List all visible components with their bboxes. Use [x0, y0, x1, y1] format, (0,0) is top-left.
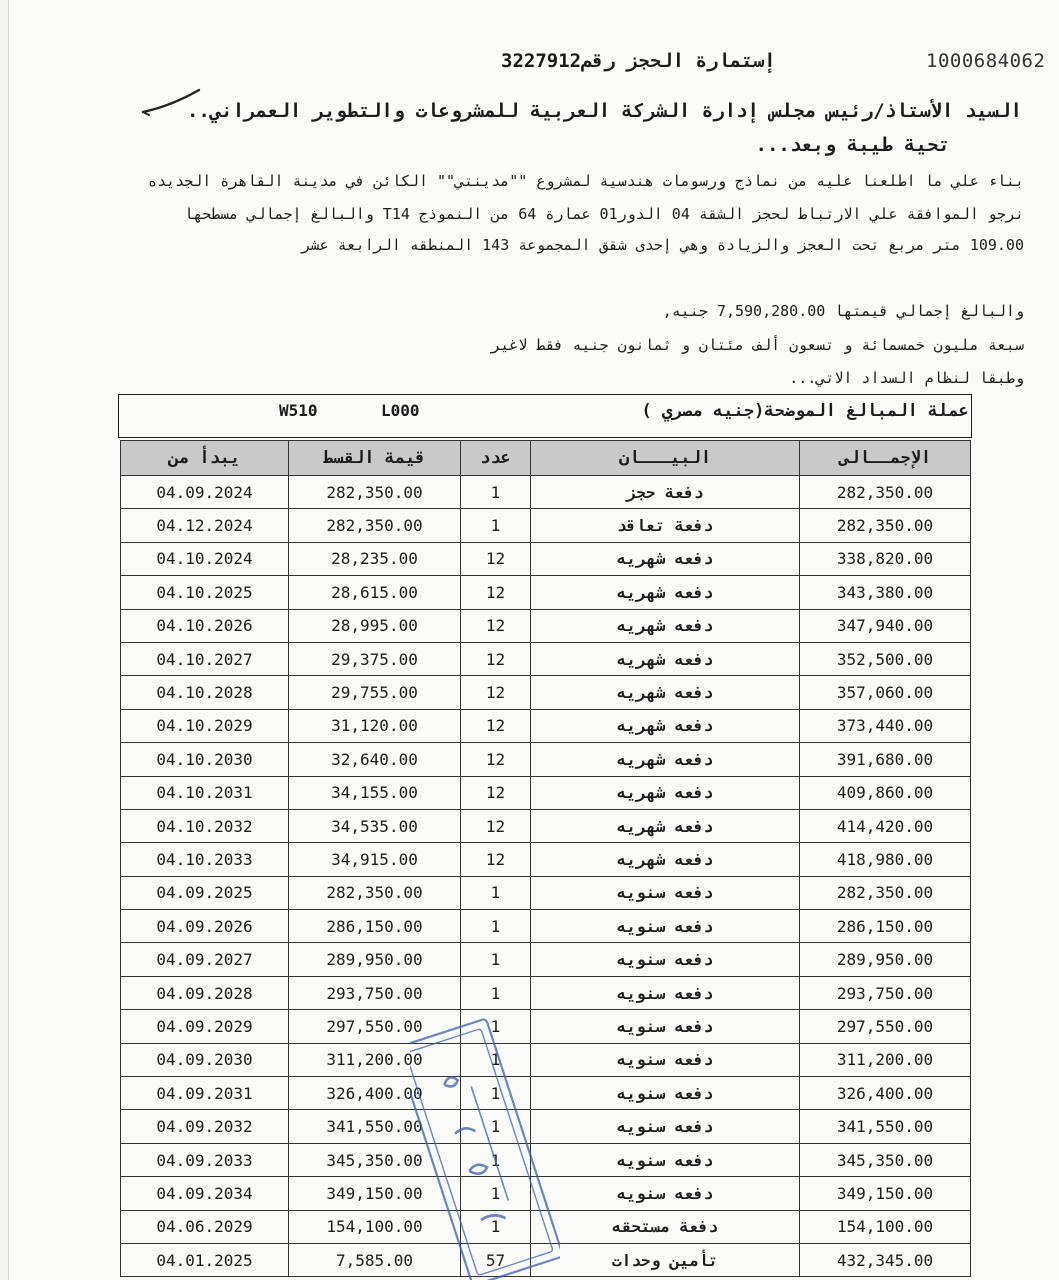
table-row — [121, 876, 971, 909]
cell-description: دفعه سنويه — [531, 910, 800, 943]
cell-start-date: 04.10.2030 — [121, 743, 289, 776]
salutation: السيد الأستاذ/رئيس مجلس إدارة الشركة العربية للمشروعات والتطوير العمراني.. — [186, 100, 1022, 122]
cell-installment-value: 7,585.00 — [289, 1243, 461, 1276]
cell-description: دفعه شهريه — [531, 809, 800, 842]
cell-start-date: 04.10.2032 — [121, 809, 289, 842]
cell-description: دفعه سنويه — [531, 943, 800, 976]
cell-start-date: 04.09.2026 — [121, 910, 289, 943]
cell-total: 409,860.00 — [800, 776, 971, 809]
cell-start-date: 04.06.2029 — [121, 1210, 289, 1243]
cell-count: 1 — [461, 976, 531, 1009]
cell-total: 349,150.00 — [800, 1177, 971, 1210]
cell-installment-value: 34,155.00 — [289, 776, 461, 809]
cell-installment-value: 282,350.00 — [289, 876, 461, 909]
cell-total: 289,950.00 — [800, 943, 971, 976]
cell-start-date: 04.01.2025 — [121, 1243, 289, 1276]
table-row — [121, 709, 971, 742]
cell-installment-value: 31,120.00 — [289, 709, 461, 742]
table-row — [121, 609, 971, 642]
cell-description: دفعه سنويه — [531, 876, 800, 909]
greeting: تحية طيبة وبعد... — [755, 134, 950, 156]
header-count: عدد — [461, 441, 531, 476]
cell-count: 12 — [461, 642, 531, 675]
cell-description: دفعة تعاقد — [531, 509, 800, 542]
currency-box — [118, 394, 972, 438]
cell-start-date: 04.10.2031 — [121, 776, 289, 809]
cell-installment-value: 326,400.00 — [289, 1077, 461, 1110]
cell-installment-value: 289,950.00 — [289, 943, 461, 976]
cell-count: 12 — [461, 676, 531, 709]
cell-start-date: 04.10.2027 — [121, 642, 289, 675]
cell-count: 12 — [461, 576, 531, 609]
cell-installment-value: 282,350.00 — [289, 476, 461, 509]
cell-total: 282,350.00 — [800, 876, 971, 909]
cell-start-date: 04.10.2025 — [121, 576, 289, 609]
table-header-row — [121, 441, 971, 476]
cell-total: 343,380.00 — [800, 576, 971, 609]
cell-start-date: 04.10.2033 — [121, 843, 289, 876]
cell-total: 282,350.00 — [800, 509, 971, 542]
company-stamp — [410, 1015, 560, 1280]
cell-installment-value: 154,100.00 — [289, 1210, 461, 1243]
cell-start-date: 04.09.2030 — [121, 1043, 289, 1076]
letter-line-3: 109.00 متر مربع تحت العجز والزيادة وهي إحدى شقق المجموعة 143 المنطقه الرابعة عشر — [301, 236, 1024, 254]
cell-total: 338,820.00 — [800, 542, 971, 575]
cell-start-date: 04.09.2033 — [121, 1143, 289, 1176]
cell-installment-value: 282,350.00 — [289, 509, 461, 542]
header-start-from: يبدأ من — [121, 441, 289, 476]
cell-start-date: 04.12.2024 — [121, 509, 289, 542]
table-row — [121, 476, 971, 509]
cell-installment-value: 345,350.00 — [289, 1143, 461, 1176]
cell-count: 1 — [461, 1110, 531, 1143]
cell-total: 154,100.00 — [800, 1210, 971, 1243]
table-row — [121, 976, 971, 1009]
table-row — [121, 776, 971, 809]
cell-total: 311,200.00 — [800, 1043, 971, 1076]
cell-installment-value: 349,150.00 — [289, 1177, 461, 1210]
cell-installment-value: 34,915.00 — [289, 843, 461, 876]
cell-total: 391,680.00 — [800, 743, 971, 776]
cell-description: دفعه شهريه — [531, 642, 800, 675]
letter-line-1: بناء علي ما اطلعنا عليه من نماذج ورسومات هندسية لمشروع ""مدينتي"" الكائن في مدينة القاهرة الجديده — [148, 172, 1024, 190]
cell-count: 12 — [461, 709, 531, 742]
cell-count: 1 — [461, 1210, 531, 1243]
cell-installment-value: 341,550.00 — [289, 1110, 461, 1143]
cell-description: دفعه شهريه — [531, 843, 800, 876]
cell-count: 12 — [461, 776, 531, 809]
cell-total: 345,350.00 — [800, 1143, 971, 1176]
cell-installment-value: 293,750.00 — [289, 976, 461, 1009]
cell-count: 1 — [461, 1043, 531, 1076]
cell-installment-value: 29,375.00 — [289, 642, 461, 675]
cell-description: دفعه شهريه — [531, 542, 800, 575]
cell-total: 357,060.00 — [800, 676, 971, 709]
cell-start-date: 04.10.2024 — [121, 542, 289, 575]
cell-count: 1 — [461, 1143, 531, 1176]
cell-description: دفعه شهريه — [531, 609, 800, 642]
cell-count: 1 — [461, 1077, 531, 1110]
cell-total: 373,440.00 — [800, 709, 971, 742]
cell-description: دفعه سنويه — [531, 976, 800, 1009]
cell-count: 1 — [461, 910, 531, 943]
cell-description: تأمين وحدات — [531, 1243, 800, 1276]
cell-count: 12 — [461, 609, 531, 642]
cell-description: دفعة حجز — [531, 476, 800, 509]
cell-count: 1 — [461, 1177, 531, 1210]
cell-description: دفعه سنويه — [531, 1043, 800, 1076]
table-row — [121, 843, 971, 876]
cell-count: 57 — [461, 1243, 531, 1276]
cell-installment-value: 29,755.00 — [289, 676, 461, 709]
table-row — [121, 676, 971, 709]
table-row — [121, 542, 971, 575]
cell-start-date: 04.09.2025 — [121, 876, 289, 909]
cell-total: 432,345.00 — [800, 1243, 971, 1276]
table-row — [121, 910, 971, 943]
cell-count: 1 — [461, 476, 531, 509]
cell-description: دفعه شهريه — [531, 676, 800, 709]
cell-description: دفعه سنويه — [531, 1110, 800, 1143]
cell-installment-value: 311,200.00 — [289, 1043, 461, 1076]
cell-total: 418,980.00 — [800, 843, 971, 876]
cell-total: 286,150.00 — [800, 910, 971, 943]
cell-start-date: 04.09.2027 — [121, 943, 289, 976]
cell-description: دفعه شهريه — [531, 576, 800, 609]
cell-count: 12 — [461, 843, 531, 876]
cell-installment-value: 286,150.00 — [289, 910, 461, 943]
cell-description: دفعه شهريه — [531, 743, 800, 776]
letter-line-2: نرجو الموافقة علي الارتباط لحجز الشقة 04 الدور01 عمارة 64 من النموذج T14 والبالغ إجمالي مسطحها — [184, 205, 1024, 223]
cell-total: 297,550.00 — [800, 1010, 971, 1043]
cell-description: دفعه شهريه — [531, 709, 800, 742]
code-w510: W510 — [279, 401, 318, 420]
table-row — [121, 943, 971, 976]
cell-start-date: 04.10.2029 — [121, 709, 289, 742]
form-title: إستمارة الحجز رقم3227912 — [501, 50, 776, 72]
cell-total: 341,550.00 — [800, 1110, 971, 1143]
cell-description: دفعه سنويه — [531, 1010, 800, 1043]
cell-count: 1 — [461, 943, 531, 976]
cell-count: 1 — [461, 876, 531, 909]
cell-total: 347,940.00 — [800, 609, 971, 642]
cell-total: 414,420.00 — [800, 809, 971, 842]
header-total: الإجمــالى — [800, 441, 971, 476]
table-row — [121, 743, 971, 776]
cell-description: دفعه سنويه — [531, 1177, 800, 1210]
cell-start-date: 04.09.2024 — [121, 476, 289, 509]
cell-installment-value: 297,550.00 — [289, 1010, 461, 1043]
cell-total: 352,500.00 — [800, 642, 971, 675]
cell-description: دفعه سنويه — [531, 1143, 800, 1176]
cell-start-date: 04.10.2026 — [121, 609, 289, 642]
header-description: البيـــان — [531, 441, 800, 476]
table-row — [121, 809, 971, 842]
currency-label: عملة المبالغ الموضحة(جنيه مصري ) — [641, 401, 969, 421]
cell-installment-value: 28,995.00 — [289, 609, 461, 642]
cell-count: 12 — [461, 809, 531, 842]
reference-number: 1000684062 — [926, 50, 1046, 72]
cell-start-date: 04.09.2032 — [121, 1110, 289, 1143]
cell-count: 12 — [461, 542, 531, 575]
table-row — [121, 509, 971, 542]
table-row — [121, 642, 971, 675]
cell-start-date: 04.09.2028 — [121, 976, 289, 1009]
cell-installment-value: 32,640.00 — [289, 743, 461, 776]
header-installment-value: قيمة القسط — [289, 441, 461, 476]
cell-installment-value: 28,615.00 — [289, 576, 461, 609]
cell-start-date: 04.10.2028 — [121, 676, 289, 709]
total-amount-line: والبالغ إجمالي قيمتها 7,590,280.00 جنيه, — [662, 302, 1024, 320]
cell-start-date: 04.09.2034 — [121, 1177, 289, 1210]
payment-intro: وطبقا لنظام السداد الاتي... — [789, 369, 1024, 387]
cell-count: 1 — [461, 1010, 531, 1043]
cell-installment-value: 34,535.00 — [289, 809, 461, 842]
cell-installment-value: 28,235.00 — [289, 542, 461, 575]
cell-start-date: 04.09.2031 — [121, 1077, 289, 1110]
cell-count: 1 — [461, 509, 531, 542]
cell-total: 326,400.00 — [800, 1077, 971, 1110]
cell-total: 293,750.00 — [800, 976, 971, 1009]
code-l000: L000 — [381, 401, 420, 420]
cell-description: دفعه شهريه — [531, 776, 800, 809]
cell-total: 282,350.00 — [800, 476, 971, 509]
table-row — [121, 576, 971, 609]
cell-count: 12 — [461, 743, 531, 776]
cell-description: دفعة مستحقه — [531, 1210, 800, 1243]
cell-description: دفعه سنويه — [531, 1077, 800, 1110]
total-amount-words: سبعة مليون خمسمائة و تسعون ألف مئتان و ثمانون جنيه فقط لاغير — [491, 336, 1024, 354]
cell-start-date: 04.09.2029 — [121, 1010, 289, 1043]
